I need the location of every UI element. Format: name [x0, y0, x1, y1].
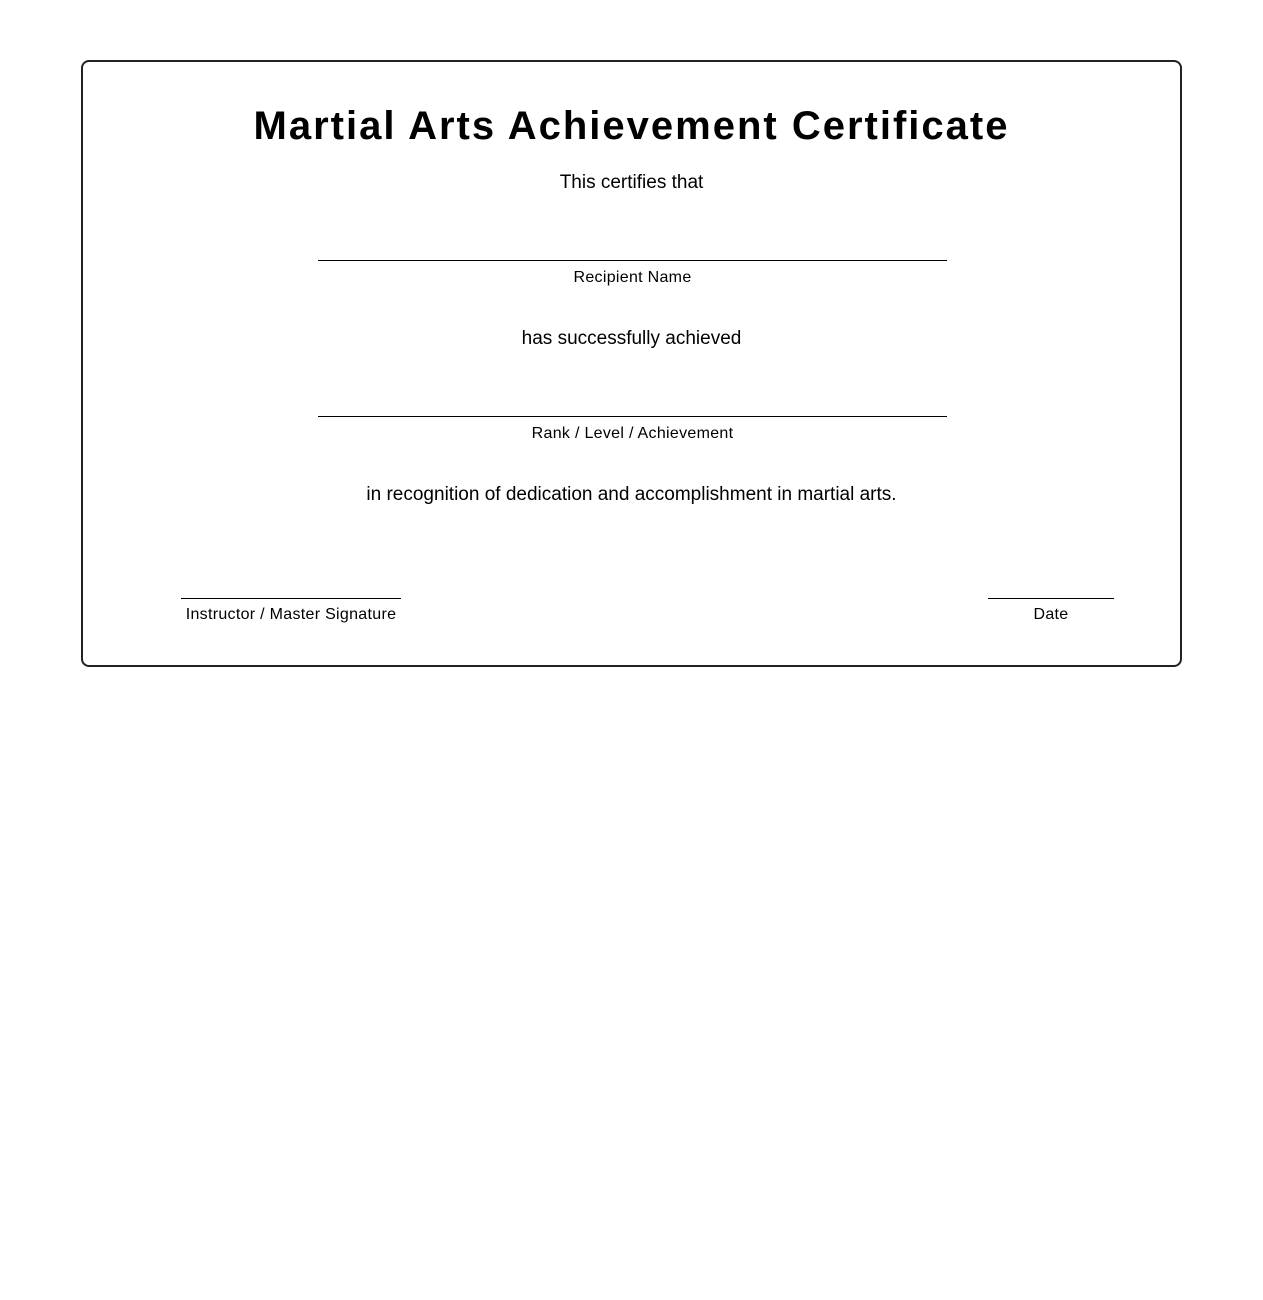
certifies-text: This certifies that	[559, 172, 704, 193]
date-label: Date	[1033, 606, 1069, 623]
date-line	[988, 598, 1114, 599]
instructor-signature-line	[181, 598, 401, 599]
achieved-text: has successfully achieved	[521, 328, 742, 349]
certificate-frame	[81, 60, 1182, 667]
date-block	[988, 598, 1114, 625]
recognition-text: in recognition of dedication and accomplishment in martial arts.	[366, 484, 897, 505]
recipient-name-label: Recipient Name	[573, 269, 692, 286]
rank-line	[318, 416, 947, 417]
recipient-name-line	[318, 260, 947, 261]
instructor-signature-block	[181, 598, 401, 625]
certificate-title: Martial Arts Achievement Certificate	[253, 104, 1010, 148]
instructor-signature-label: Instructor / Master Signature	[185, 606, 397, 623]
rank-label: Rank / Level / Achievement	[531, 425, 734, 442]
